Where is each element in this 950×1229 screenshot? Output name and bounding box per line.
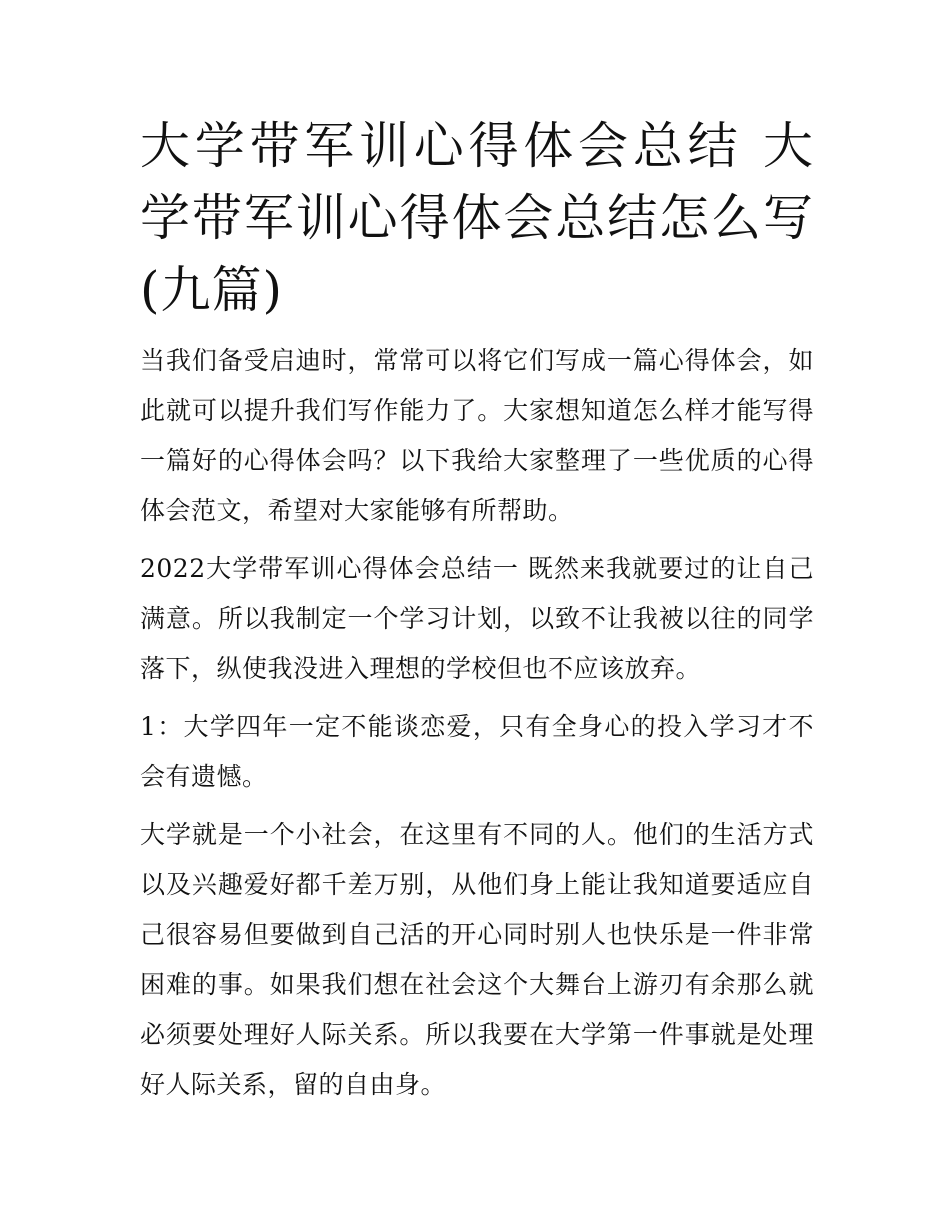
document-page xyxy=(140,110,814,1118)
paragraph-point-one: 1：大学四年一定不能谈恋爱，只有全身心的投入学习才不会有遗憾。 xyxy=(140,712,814,791)
paragraph-section-one: 2022大学带军训心得体会总结一 既然来我就要过的让自己满意。所以我制定一个学习计划，以致不让我被以往的同学落下，纵使我没进入理想的学校但也不应该放弃。 xyxy=(140,554,814,683)
paragraph-intro: 当我们备受启迪时，常常可以将它们写成一篇心得体会，如此就可以提升我们写作能力了。大家想知道怎么样才能写得一篇好的心得体会吗？以下我给大家整理了一些优质的心得体会范文，希望对大家能够有所帮助。 xyxy=(140,346,814,525)
paragraph-society: 大学就是一个小社会，在这里有不同的人。他们的生活方式以及兴趣爱好都千差万别，从他们身上能让我知道要适应自己很容易但要做到自己活的开心同时别人也快乐是一件非常困难的事。如果我们想在社会这个大舞台上游刃有余那么就必须要处理好人际关系。所以我要在大学第一件事就是处理好人际关系，留的自由身。 xyxy=(140,820,814,1099)
document-title: 大学带军训心得体会总结 大学带军训心得体会总结怎么写(九篇) xyxy=(140,117,814,319)
